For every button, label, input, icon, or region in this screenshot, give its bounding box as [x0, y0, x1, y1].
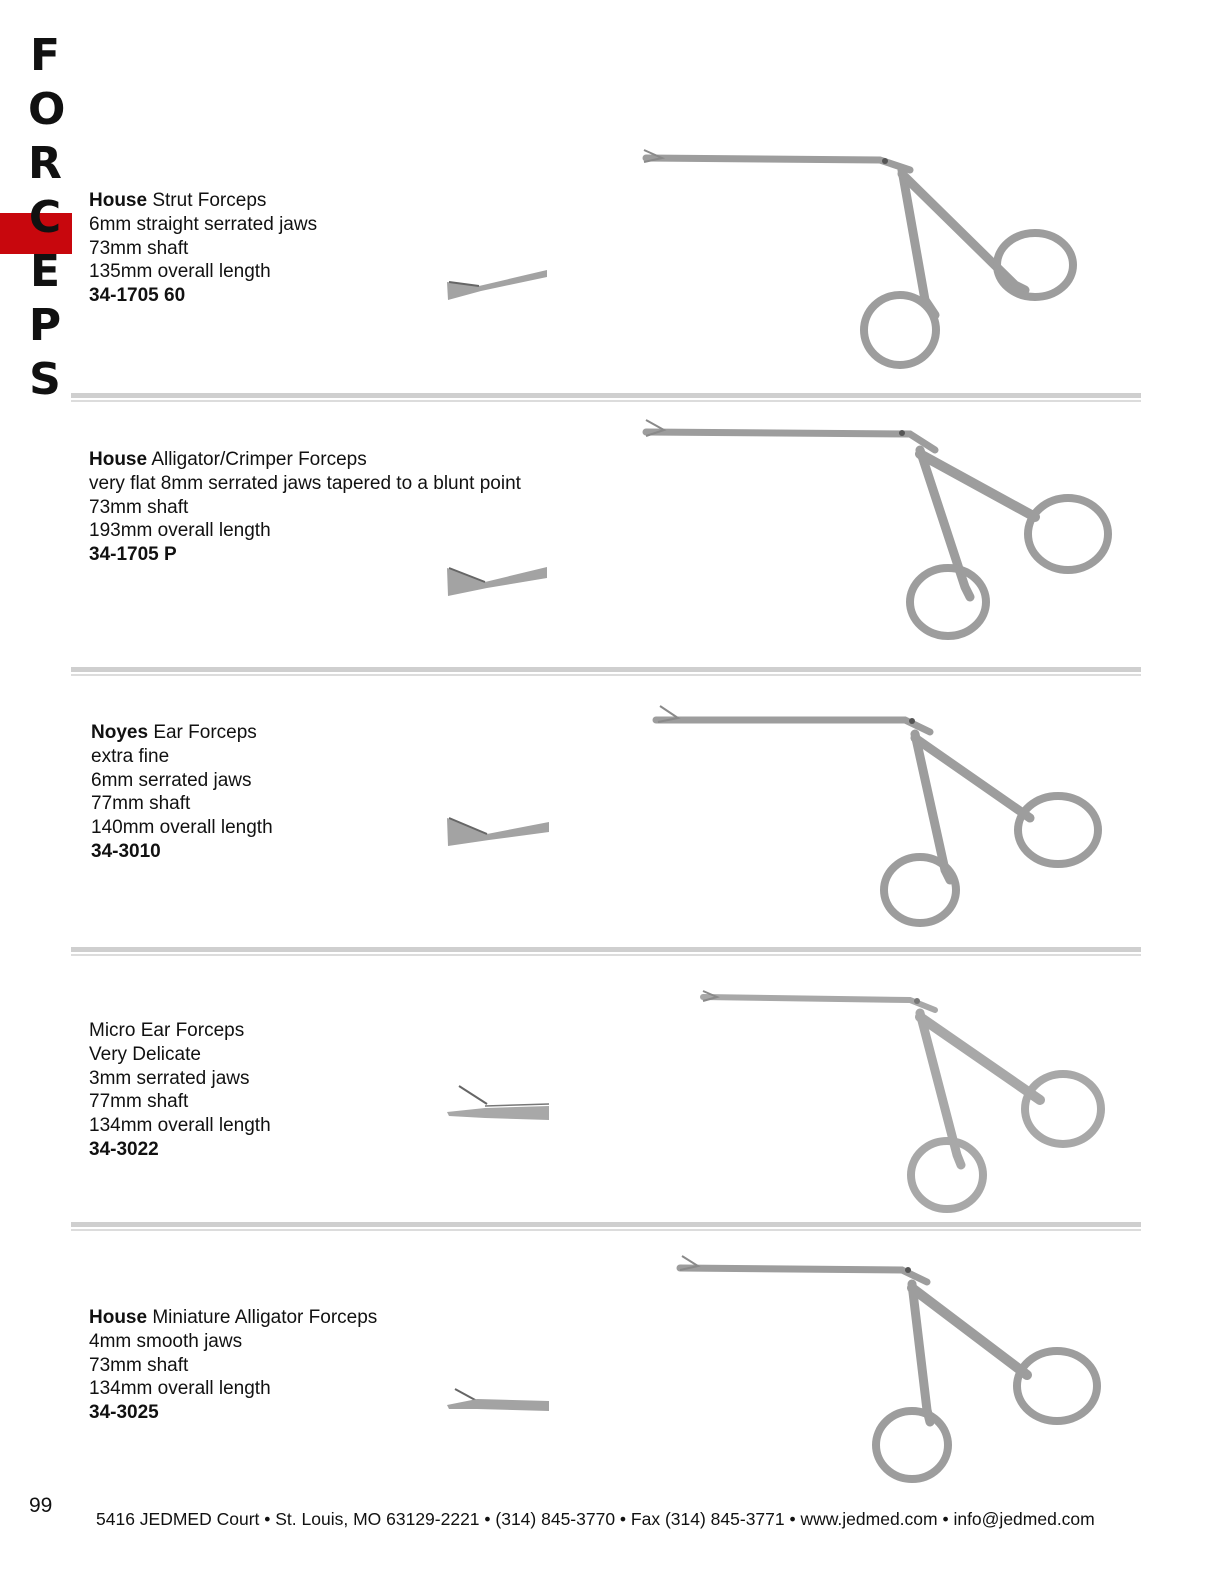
forceps-image	[672, 1250, 1112, 1485]
section-divider	[71, 947, 1141, 957]
product-name: Alligator/Crimper Forceps	[151, 449, 367, 470]
product-info	[91, 721, 273, 864]
product-code: 34-3022	[89, 1138, 159, 1160]
product-brand: House	[89, 1307, 148, 1328]
product-name: Ear Forceps	[153, 722, 257, 743]
product-detail: 134mm overall length	[89, 1115, 271, 1137]
product-detail: 3mm serrated jaws	[89, 1067, 250, 1089]
product-name: Miniature Alligator Forceps	[152, 1307, 378, 1328]
side-title-letter: R	[28, 138, 62, 189]
product-detail: 77mm shaft	[89, 1091, 189, 1113]
product-brand: House	[89, 190, 148, 211]
side-title-letter: E	[29, 246, 61, 297]
jaw-detail-image	[445, 812, 553, 852]
product-brand: House	[89, 449, 148, 470]
product-brand: Noyes	[91, 722, 149, 743]
product-code: 34-3010	[91, 840, 161, 862]
product-info	[89, 448, 521, 567]
jaw-detail-image	[445, 562, 550, 602]
product-detail: 6mm straight serrated jaws	[89, 213, 318, 235]
product-detail: very flat 8mm serrated jaws tapered to a blunt point	[89, 472, 521, 494]
product-detail: 6mm serrated jaws	[91, 769, 252, 791]
side-title-letter: C	[28, 192, 62, 243]
jaw-detail-image	[445, 262, 550, 304]
product-info	[89, 1019, 271, 1162]
forceps-image	[640, 412, 1120, 652]
product-detail: 73mm shaft	[89, 237, 189, 259]
product-name: Strut Forceps	[152, 190, 267, 211]
product-detail: 135mm overall length	[89, 261, 271, 283]
product-detail: 140mm overall length	[91, 817, 273, 839]
forceps-image	[650, 700, 1110, 930]
product-code: 34-3025	[89, 1402, 159, 1424]
forceps-image	[695, 985, 1115, 1220]
forceps-image	[640, 140, 1100, 380]
product-code: 34-1705 60	[89, 285, 186, 307]
side-title-letter: S	[29, 354, 61, 405]
product-name: Micro Ear Forceps	[89, 1020, 245, 1041]
side-title-letter: P	[28, 300, 62, 351]
section-divider	[71, 393, 1141, 403]
product-detail: extra fine	[91, 745, 170, 767]
side-title-letter: F	[29, 30, 61, 81]
jaw-detail-image	[445, 1082, 553, 1126]
product-info	[89, 189, 317, 308]
side-title-letter: O	[28, 84, 66, 135]
product-detail: 4mm smooth jaws	[89, 1330, 243, 1352]
product-detail: 193mm overall length	[89, 520, 271, 542]
product-detail: 73mm shaft	[89, 496, 189, 518]
footer-contact: 5416 JEDMED Court • St. Louis, MO 63129-2221 • (314) 845-3770 • Fax (314) 845-3771 • www.jedmed.com • info@jedmed.com	[96, 1509, 1095, 1529]
product-detail: 77mm shaft	[91, 793, 191, 815]
page-number: 99	[29, 1494, 53, 1517]
section-divider	[71, 667, 1141, 677]
product-info	[89, 1306, 377, 1425]
product-detail: 73mm shaft	[89, 1354, 189, 1376]
section-divider	[71, 1222, 1141, 1232]
jaw-detail-image	[445, 1385, 553, 1415]
product-detail: Very Delicate	[89, 1043, 201, 1065]
product-detail: 134mm overall length	[89, 1378, 271, 1400]
product-code: 34-1705 P	[89, 544, 177, 566]
